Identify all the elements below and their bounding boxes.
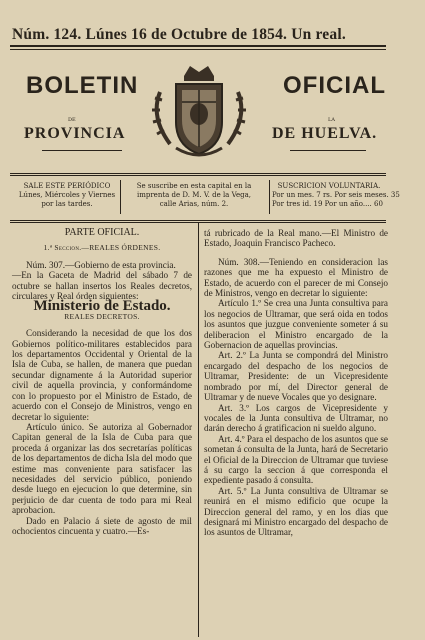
title-de-huelva: DE HUELVA. [272, 125, 378, 142]
section-heading: 1.ª Seccion.—REALES ÓRDENES. [43, 243, 161, 253]
royal-coat-of-arms-icon [140, 62, 258, 164]
issue-line: Núm. 124. Lúnes 16 de Octubre de 1854. Un real. [12, 26, 346, 43]
column-divider [198, 222, 199, 637]
left-column [12, 228, 192, 536]
masthead-rule-thin [10, 49, 386, 50]
paragraph-considerando: Considerando la necesidad de que los dos Gobiernos político-militares establecidos para los departamentos Occidental y Oriental de la Isla de Cuba, se hallen, de manera que puedan secundar dignamente á la Autoridad superior civil de aquella provincia, y conformándome con lo propuesto por el Ministro de Estado, de acuerdo con el Consejo de Ministros, vengo en decretar lo siguiente: [12, 328, 192, 422]
paragraph-dado: Dado en Palacio á siete de agosto de mil ochocientos cincuenta y cuatro.—Es- [12, 515, 192, 536]
paragraph-art-2: Art. 2.º La Junta se compondrá del Ministro encargado del despacho de los negocios de Ultramar, Presidente: de un Vicepresidente nombrado por mí, del Director general de Ultramar y de nueve Vocales que yo designare. [204, 350, 388, 403]
info-column-subscribe: Se suscribe en esta capital en la imprenta de D. M. V. de la Vega, calle Arias, núm. 2. [136, 182, 252, 208]
paragraph-num-308: Núm. 308.—Teniendo en consideracion las razones que me ha expuesto el Ministro de Estado, de acuerdo con el parecer de mi Consejo de Ministros, vengo en decretar lo siguiente: [204, 256, 388, 299]
ministerio-heading: Ministerio de Estado. [33, 298, 171, 315]
paragraph-art-5: Art. 5.º La Junta consultiva de Ultramar se reunirá en el mismo edificio que ocupe la Direccion general del ramo, y en los dias que designará mi Ministro encargado del despacho de los asuntos de Ultramar, [204, 485, 388, 538]
info-column-publication: SALE ESTE PERIÓDICO Lúnes, Miércoles y Viernes por las tardes. [18, 182, 116, 208]
masthead-rule [10, 45, 386, 47]
parte-oficial-heading: PARTE OFICIAL. [64, 227, 140, 238]
title-de: DE [68, 117, 76, 123]
paragraph-art-3: Art. 3.º Los cargos de Vicepresidente y vocales de la Junta consultiva de Ultramar, no darán derecho á gratificacion ni sueldo alguno. [204, 402, 388, 434]
paragraph-art-1: Artículo 1.º Se crea una Junta consultiva para los negocios de Ultramar, que será oida en todos los asuntos que juzgue conveniente someter á su deliberacion el Ministro encargado de la Gobernacion de aquellas provincias. [204, 298, 388, 351]
title-la: LA [328, 117, 335, 123]
paragraph-art-4: Art. 4.º Para el despacho de los asuntos que se sometan á consulta de la Junta, hará de Secretario el Oficial de la Direccion de Ultramar que tuviese á su cargo la seccion á que corresponda el expediente pasado á consulta. [204, 433, 388, 486]
paragraph-rubricado: tá rubricado de la Real mano.—El Ministro de Estado, Joaquin Francisco Pacheco. [204, 228, 388, 249]
num-307: Núm. 307.—Gobierno de esta provincia. [26, 259, 176, 270]
title-right-underline [290, 150, 366, 151]
paragraph-articulo-unico: Artículo único. Se autoriza al Gobernador Capitan general de la Isla de Cuba para que proceda á organizar las dos secretarías políticas de los departamentos de dicha Isla del modo que estime mas conveniente para satisfacer las necesidades del servicio público, poniendo desde luego en ejecucion lo que determine, sin perjuicio de dar cuenta de todo para mi Real aprobacion. [12, 421, 192, 516]
right-column [204, 228, 388, 538]
reales-decretos-heading: REALES DECRETOS. [64, 311, 140, 321]
title-left-underline [42, 150, 122, 151]
title-provincia: PROVINCIA [24, 125, 126, 142]
subscription-infobox [10, 173, 400, 223]
title-boletin: BOLETIN [26, 72, 139, 99]
paragraph-gaceta: —En la Gaceta de Madrid del sábado 7 de octubre se hallan insertos los Reales decretos, circulares y Real órden siguientes: [12, 270, 192, 302]
title-oficial: OFICIAL [283, 72, 386, 99]
info-column-prices: SUSCRICION VOLUNTARIA. Por un mes. 7 rs. Por seis meses. 35 Por tres id. 19 Por un año.... 60 [272, 182, 400, 208]
